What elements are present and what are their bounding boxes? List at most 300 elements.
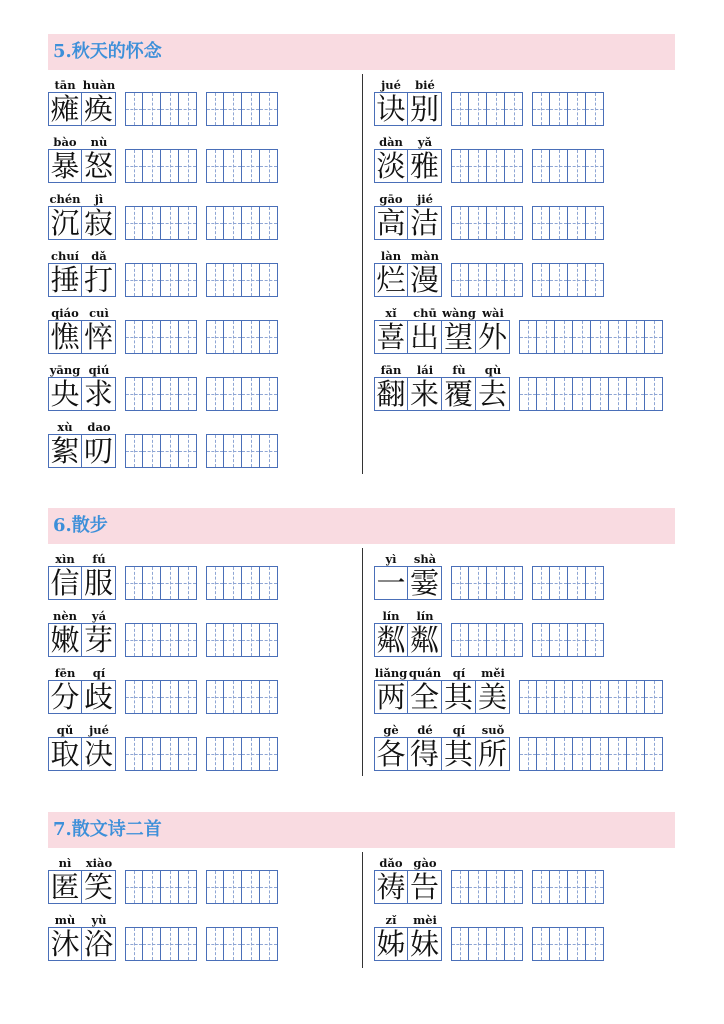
writing-grid-cell: [179, 206, 197, 240]
practice-grid[interactable]: [451, 623, 523, 657]
writing-grid-cell: [143, 680, 161, 714]
writing-grid-cell: [469, 149, 487, 183]
writing-grid-cell: [143, 320, 161, 354]
character-row: [374, 566, 604, 600]
writing-grid-cell: [179, 680, 197, 714]
hanzi-cell: 粼: [408, 623, 442, 657]
writing-grid-cell: [224, 377, 242, 411]
hanzi-cell: 决: [82, 737, 116, 771]
writing-grid-cell: [555, 737, 573, 771]
pinyin-line: [374, 723, 510, 737]
writing-grid-cell: [206, 870, 224, 904]
writing-grid-cell: [645, 680, 663, 714]
writing-grid-cell: [179, 92, 197, 126]
practice-grid[interactable]: [125, 566, 197, 600]
writing-grid-cell: [627, 737, 645, 771]
practice-grid[interactable]: [125, 377, 197, 411]
practice-grid[interactable]: [532, 870, 604, 904]
character-row: [374, 320, 663, 354]
writing-grid-cell: [161, 680, 179, 714]
character-row: [48, 927, 278, 961]
hanzi-cell: 雅: [408, 149, 442, 183]
practice-grid[interactable]: [125, 680, 197, 714]
pinyin-line: [374, 552, 442, 566]
writing-grid-cell: [487, 263, 505, 297]
hanzi-cell: 得: [408, 737, 442, 771]
writing-grid-cell: [550, 263, 568, 297]
writing-grid-cell: [519, 377, 537, 411]
writing-grid-cell: [125, 566, 143, 600]
hanzi-cell: 全: [408, 680, 442, 714]
writing-grid-cell: [224, 263, 242, 297]
writing-grid-cell: [179, 737, 197, 771]
writing-grid-cell: [125, 377, 143, 411]
practice-grid[interactable]: [451, 149, 523, 183]
pinyin-line: [48, 135, 116, 149]
practice-grid[interactable]: [532, 927, 604, 961]
writing-grid-cell: [487, 870, 505, 904]
practice-grid[interactable]: [451, 263, 523, 297]
practice-grid[interactable]: [206, 927, 278, 961]
hanzi-cell: 美: [476, 680, 510, 714]
hanzi-cell: 高: [374, 206, 408, 240]
hanzi-cell: 别: [408, 92, 442, 126]
hanzi-cell: 望: [442, 320, 476, 354]
practice-grid[interactable]: [532, 263, 604, 297]
pinyin-syllable: yù: [91, 913, 107, 927]
writing-grid-cell: [537, 680, 555, 714]
character-row: [48, 434, 278, 468]
writing-grid-cell: [161, 149, 179, 183]
pinyin-syllable: jué: [381, 78, 401, 92]
writing-grid-cell: [573, 680, 591, 714]
practice-grid[interactable]: [206, 623, 278, 657]
writing-grid-cell: [505, 566, 523, 600]
hanzi-cell: 捶: [48, 263, 82, 297]
writing-grid-cell: [519, 680, 537, 714]
pinyin-syllable: nì: [58, 856, 72, 870]
writing-grid-cell: [568, 870, 586, 904]
practice-grid[interactable]: [206, 206, 278, 240]
writing-grid-cell: [487, 623, 505, 657]
writing-grid-cell: [206, 206, 224, 240]
writing-grid-cell: [260, 149, 278, 183]
hanzi-cell: 翻: [374, 377, 408, 411]
writing-grid-cell: [487, 92, 505, 126]
writing-grid-cell: [532, 206, 550, 240]
hanzi-cell: 悴: [82, 320, 116, 354]
writing-grid-cell: [487, 149, 505, 183]
writing-grid-cell: [125, 149, 143, 183]
writing-grid-cell: [206, 320, 224, 354]
writing-grid-cell: [242, 434, 260, 468]
writing-grid-cell: [179, 566, 197, 600]
practice-grid[interactable]: [125, 149, 197, 183]
pinyin-syllable: xìn: [55, 552, 75, 566]
writing-grid-cell: [242, 927, 260, 961]
pinyin-line: [48, 609, 116, 623]
writing-grid-cell: [143, 92, 161, 126]
writing-grid-cell: [260, 566, 278, 600]
hanzi-cell: 浴: [82, 927, 116, 961]
writing-grid-cell: [242, 680, 260, 714]
character-group: [374, 623, 442, 657]
writing-grid-cell: [451, 263, 469, 297]
character-row: [48, 870, 278, 904]
character-group: [374, 377, 510, 411]
practice-grid[interactable]: [125, 92, 197, 126]
pinyin-syllable: dàn: [379, 135, 403, 149]
hanzi-cell: 憔: [48, 320, 82, 354]
writing-grid-cell: [224, 434, 242, 468]
pinyin-line: [374, 78, 442, 92]
hanzi-cell: 祷: [374, 870, 408, 904]
hanzi-cell: 诀: [374, 92, 408, 126]
writing-grid-cell: [550, 92, 568, 126]
writing-grid-cell: [125, 206, 143, 240]
writing-grid-cell: [550, 149, 568, 183]
character-group: [48, 320, 116, 354]
pinyin-syllable: yá: [91, 609, 107, 623]
hanzi-cell: 其: [442, 737, 476, 771]
writing-grid-cell: [206, 623, 224, 657]
writing-grid-cell: [568, 263, 586, 297]
practice-grid[interactable]: [206, 434, 278, 468]
pinyin-syllable: fān: [380, 363, 402, 377]
pinyin-line: [374, 306, 510, 320]
writing-grid-cell: [143, 434, 161, 468]
practice-grid[interactable]: [451, 206, 523, 240]
character-row: [48, 320, 278, 354]
writing-grid-cell: [555, 320, 573, 354]
writing-grid-cell: [260, 92, 278, 126]
pinyin-line: [48, 666, 116, 680]
pinyin-line: [374, 913, 442, 927]
writing-grid-cell: [550, 623, 568, 657]
writing-grid-cell: [125, 434, 143, 468]
practice-grid[interactable]: [125, 320, 197, 354]
practice-grid[interactable]: [125, 206, 197, 240]
practice-grid[interactable]: [206, 263, 278, 297]
hanzi-cell: 沐: [48, 927, 82, 961]
practice-grid[interactable]: [206, 566, 278, 600]
character-group: [374, 263, 442, 297]
writing-grid-cell: [143, 623, 161, 657]
writing-grid-cell: [206, 566, 224, 600]
pinyin-syllable: dǎo: [379, 856, 403, 870]
writing-grid-cell: [161, 434, 179, 468]
character-group: [48, 870, 116, 904]
writing-grid-cell: [627, 377, 645, 411]
writing-grid-cell: [224, 623, 242, 657]
writing-grid-cell: [568, 566, 586, 600]
hanzi-cell: 沉: [48, 206, 82, 240]
pinyin-syllable: bào: [53, 135, 77, 149]
writing-grid-cell: [591, 377, 609, 411]
character-row: [48, 149, 278, 183]
writing-grid-cell: [179, 623, 197, 657]
writing-grid-cell: [586, 206, 604, 240]
pinyin-syllable: yì: [385, 552, 397, 566]
writing-grid-cell: [161, 206, 179, 240]
practice-grid[interactable]: [206, 320, 278, 354]
hanzi-cell: 两: [374, 680, 408, 714]
writing-grid-cell: [206, 680, 224, 714]
writing-grid-cell: [161, 92, 179, 126]
writing-grid-cell: [555, 377, 573, 411]
writing-grid-cell: [645, 377, 663, 411]
writing-grid-cell: [451, 566, 469, 600]
practice-grid[interactable]: [206, 377, 278, 411]
pinyin-syllable: dǎ: [91, 249, 107, 263]
writing-grid-cell: [537, 737, 555, 771]
writing-grid-cell: [451, 623, 469, 657]
column-divider: [362, 548, 363, 776]
practice-grid[interactable]: [206, 680, 278, 714]
writing-grid-cell: [550, 566, 568, 600]
pinyin-syllable: fù: [452, 363, 466, 377]
pinyin-line: [48, 78, 116, 92]
writing-grid-cell: [532, 263, 550, 297]
character-group: [48, 263, 116, 297]
hanzi-cell: 喜: [374, 320, 408, 354]
hanzi-cell: 嫩: [48, 623, 82, 657]
pinyin-syllable: qí: [452, 666, 466, 680]
writing-grid-cell: [532, 149, 550, 183]
character-row: [374, 92, 604, 126]
hanzi-cell: 所: [476, 737, 510, 771]
practice-grid[interactable]: [125, 870, 197, 904]
hanzi-cell: 求: [82, 377, 116, 411]
practice-grid[interactable]: [519, 377, 663, 411]
pinyin-syllable: chuí: [50, 249, 80, 263]
writing-grid-cell: [260, 623, 278, 657]
writing-grid-cell: [179, 377, 197, 411]
writing-grid-cell: [505, 206, 523, 240]
pinyin-line: [374, 135, 442, 149]
pinyin-line: [374, 666, 510, 680]
writing-grid-cell: [568, 149, 586, 183]
character-group: [374, 566, 442, 600]
practice-grid[interactable]: [125, 623, 197, 657]
practice-grid[interactable]: [206, 737, 278, 771]
practice-grid[interactable]: [532, 92, 604, 126]
hanzi-cell: 叨: [82, 434, 116, 468]
writing-grid-cell: [586, 149, 604, 183]
hanzi-cell: 暴: [48, 149, 82, 183]
hanzi-cell: 瘫: [48, 92, 82, 126]
writing-grid-cell: [224, 927, 242, 961]
writing-grid-cell: [143, 149, 161, 183]
practice-grid[interactable]: [532, 206, 604, 240]
pinyin-syllable: fú: [92, 552, 106, 566]
pinyin-syllable: zǐ: [385, 913, 397, 927]
writing-grid-cell: [224, 320, 242, 354]
character-group: [374, 320, 510, 354]
pinyin-syllable: qiú: [88, 363, 110, 377]
hanzi-cell: 粼: [374, 623, 408, 657]
writing-grid-cell: [451, 927, 469, 961]
pinyin-syllable: qù: [484, 363, 502, 377]
writing-grid-cell: [179, 870, 197, 904]
pinyin-syllable: gāo: [379, 192, 403, 206]
writing-grid-cell: [125, 680, 143, 714]
writing-grid-cell: [609, 737, 627, 771]
pinyin-syllable: chū: [413, 306, 437, 320]
hanzi-cell: 分: [48, 680, 82, 714]
hanzi-cell: 芽: [82, 623, 116, 657]
writing-grid-cell: [537, 377, 555, 411]
writing-grid-cell: [505, 623, 523, 657]
character-row: [48, 623, 278, 657]
writing-grid-cell: [161, 623, 179, 657]
practice-grid[interactable]: [532, 149, 604, 183]
pinyin-syllable: màn: [411, 249, 439, 263]
writing-grid-cell: [627, 680, 645, 714]
practice-grid[interactable]: [451, 927, 523, 961]
writing-grid-cell: [242, 737, 260, 771]
practice-grid[interactable]: [125, 737, 197, 771]
writing-grid-cell: [260, 320, 278, 354]
practice-grid[interactable]: [519, 320, 663, 354]
writing-grid-cell: [125, 320, 143, 354]
pinyin-syllable: mù: [54, 913, 76, 927]
hanzi-cell: 寂: [82, 206, 116, 240]
writing-grid-cell: [224, 206, 242, 240]
writing-grid-cell: [568, 206, 586, 240]
writing-grid-cell: [469, 263, 487, 297]
writing-grid-cell: [586, 263, 604, 297]
practice-grid[interactable]: [519, 680, 663, 714]
pinyin-syllable: chén: [49, 192, 81, 206]
practice-grid[interactable]: [125, 263, 197, 297]
character-group: [48, 927, 116, 961]
writing-grid-cell: [591, 320, 609, 354]
writing-grid-cell: [260, 263, 278, 297]
character-group: [48, 737, 116, 771]
pinyin-line: [48, 420, 116, 434]
writing-grid-cell: [469, 623, 487, 657]
writing-grid-cell: [179, 320, 197, 354]
hanzi-cell: 歧: [82, 680, 116, 714]
character-row: [374, 263, 604, 297]
pinyin-syllable: qǔ: [56, 723, 74, 737]
pinyin-line: [48, 306, 116, 320]
writing-grid-cell: [487, 927, 505, 961]
writing-grid-cell: [260, 737, 278, 771]
character-group: [48, 566, 116, 600]
practice-grid[interactable]: [206, 870, 278, 904]
writing-grid-cell: [532, 566, 550, 600]
writing-grid-cell: [161, 263, 179, 297]
writing-grid-cell: [143, 377, 161, 411]
pinyin-syllable: cuì: [89, 306, 109, 320]
practice-grid[interactable]: [532, 623, 604, 657]
pinyin-line: [48, 192, 116, 206]
pinyin-line: [48, 723, 116, 737]
writing-grid-cell: [206, 149, 224, 183]
practice-grid[interactable]: [532, 566, 604, 600]
character-row: [374, 680, 663, 714]
writing-grid-cell: [125, 263, 143, 297]
pinyin-line: [374, 609, 442, 623]
character-row: [48, 206, 278, 240]
writing-grid-cell: [260, 434, 278, 468]
practice-grid[interactable]: [519, 737, 663, 771]
practice-grid[interactable]: [451, 92, 523, 126]
writing-grid-cell: [260, 206, 278, 240]
pinyin-syllable: qí: [92, 666, 106, 680]
writing-grid-cell: [143, 263, 161, 297]
writing-grid-cell: [161, 737, 179, 771]
writing-grid-cell: [143, 566, 161, 600]
writing-grid-cell: [125, 737, 143, 771]
writing-grid-cell: [224, 680, 242, 714]
character-group: [374, 206, 442, 240]
writing-grid-cell: [260, 680, 278, 714]
hanzi-cell: 洁: [408, 206, 442, 240]
column-divider: [362, 852, 363, 968]
writing-grid-cell: [224, 149, 242, 183]
pinyin-syllable: dao: [87, 420, 111, 434]
writing-grid-cell: [469, 92, 487, 126]
practice-grid[interactable]: [125, 927, 197, 961]
writing-grid-cell: [206, 263, 224, 297]
practice-grid[interactable]: [451, 566, 523, 600]
practice-grid[interactable]: [451, 870, 523, 904]
character-row: [374, 149, 604, 183]
writing-grid-cell: [161, 377, 179, 411]
writing-grid-cell: [242, 92, 260, 126]
writing-grid-cell: [532, 92, 550, 126]
writing-grid-cell: [260, 870, 278, 904]
character-row: [374, 870, 604, 904]
writing-grid-cell: [242, 320, 260, 354]
writing-grid-cell: [179, 927, 197, 961]
pinyin-line: [48, 552, 116, 566]
practice-grid[interactable]: [125, 434, 197, 468]
character-row: [374, 737, 663, 771]
hanzi-cell: 出: [408, 320, 442, 354]
pinyin-line: [374, 363, 510, 377]
practice-grid[interactable]: [206, 149, 278, 183]
writing-grid-cell: [451, 149, 469, 183]
pinyin-line: [48, 856, 116, 870]
hanzi-cell: 去: [476, 377, 510, 411]
writing-grid-cell: [179, 434, 197, 468]
pinyin-syllable: liǎng: [374, 666, 408, 680]
writing-grid-cell: [487, 566, 505, 600]
writing-grid-cell: [519, 737, 537, 771]
pinyin-line: [374, 856, 442, 870]
pinyin-line: [48, 913, 116, 927]
practice-grid[interactable]: [206, 92, 278, 126]
pinyin-syllable: wài: [482, 306, 504, 320]
pinyin-syllable: lái: [416, 363, 434, 377]
writing-grid-cell: [573, 737, 591, 771]
writing-grid-cell: [519, 320, 537, 354]
pinyin-syllable: yǎ: [417, 135, 433, 149]
pinyin-syllable: xiào: [85, 856, 113, 870]
hanzi-cell: 霎: [408, 566, 442, 600]
writing-grid-cell: [609, 377, 627, 411]
pinyin-line: [48, 249, 116, 263]
writing-grid-cell: [586, 623, 604, 657]
writing-grid-cell: [537, 320, 555, 354]
writing-grid-cell: [550, 206, 568, 240]
writing-grid-cell: [505, 149, 523, 183]
section-title: 7.散文诗二首: [48, 812, 675, 848]
